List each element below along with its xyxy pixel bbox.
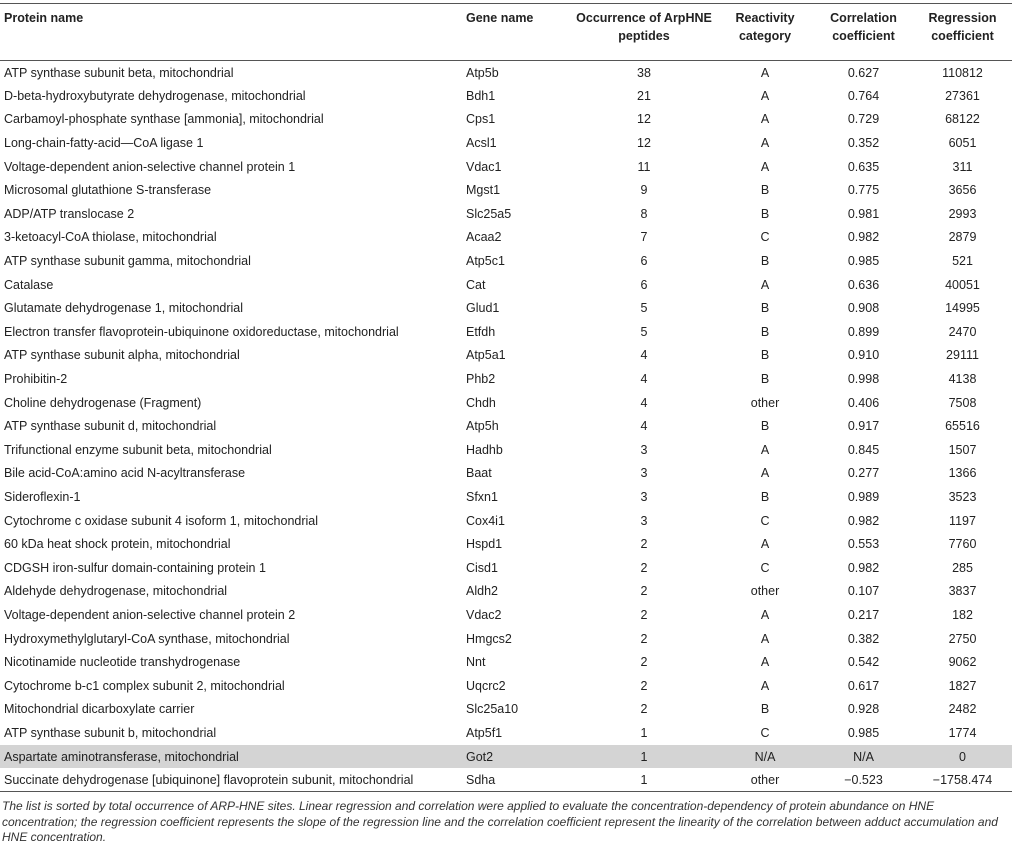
cell-regression: 285 bbox=[952, 560, 973, 575]
cell-gene-name: Glud1 bbox=[466, 301, 500, 316]
table-row bbox=[0, 674, 1012, 698]
cell-protein-name: CDGSH iron-sulfur domain-containing protein 1 bbox=[4, 560, 266, 575]
header-regression: Regression coefficient bbox=[913, 4, 1012, 61]
cell-regression: 27361 bbox=[945, 88, 980, 103]
cell-regression: 14995 bbox=[945, 301, 980, 316]
cell-occurrence: 2 bbox=[640, 584, 648, 599]
cell-protein-name: ADP/ATP translocase 2 bbox=[4, 206, 135, 221]
cell-occurrence: 1 bbox=[640, 725, 648, 740]
cell-regression: 1197 bbox=[949, 513, 976, 528]
cell-protein-name: Mitochondrial dicarboxylate carrier bbox=[4, 702, 195, 717]
cell-correlation: −0.523 bbox=[814, 768, 913, 792]
cell-protein-name: Cytochrome c oxidase subunit 4 isoform 1, mitochondrial bbox=[4, 513, 319, 528]
cell-occurrence: 4 bbox=[640, 395, 648, 410]
table-row bbox=[0, 414, 1012, 438]
cell-reactivity: A bbox=[760, 442, 770, 457]
cell-reactivity: B bbox=[760, 489, 770, 504]
cell-occurrence: 2 bbox=[640, 702, 648, 717]
cell-correlation: N/A bbox=[814, 745, 913, 769]
cell-gene-name: Mgst1 bbox=[466, 183, 501, 198]
cell-protein-name: Aspartate aminotransferase, mitochondrial bbox=[0, 745, 462, 769]
cell-correlation: 0.982 bbox=[847, 230, 880, 245]
cell-regression: 40051 bbox=[945, 277, 980, 292]
cell-occurrence: 3 bbox=[640, 466, 648, 481]
cell-reactivity: B bbox=[760, 372, 770, 387]
cell-protein-name: Cytochrome b-c1 complex subunit 2, mitochondrial bbox=[4, 678, 285, 693]
cell-reactivity: A bbox=[760, 466, 770, 481]
cell-regression: 1827 bbox=[948, 678, 977, 693]
cell-correlation: 0.899 bbox=[847, 324, 880, 339]
cell-gene-name: Phb2 bbox=[466, 372, 496, 387]
cell-reactivity: A bbox=[760, 631, 770, 646]
cell-gene-name: Atp5c1 bbox=[466, 254, 505, 269]
table-row bbox=[0, 84, 1012, 108]
cell-occurrence: 3 bbox=[640, 489, 648, 504]
table-row bbox=[0, 603, 1012, 627]
cell-regression: 311 bbox=[952, 159, 973, 174]
cell-regression: 65516 bbox=[945, 419, 980, 434]
table-row bbox=[0, 485, 1012, 509]
table-body bbox=[0, 61, 1012, 792]
cell-correlation: 0.917 bbox=[847, 419, 880, 434]
cell-reactivity: A bbox=[760, 678, 770, 693]
cell-gene-name: Atp5a1 bbox=[466, 348, 506, 363]
cell-reactivity: A bbox=[760, 136, 770, 151]
cell-occurrence: 5 bbox=[640, 324, 648, 339]
cell-reactivity: C bbox=[760, 560, 770, 575]
table-row bbox=[0, 768, 1012, 792]
cell-occurrence: 4 bbox=[640, 419, 648, 434]
table-row bbox=[0, 296, 1012, 320]
cell-reactivity: A bbox=[760, 607, 770, 622]
cell-occurrence: 2 bbox=[640, 537, 648, 552]
cell-reactivity: B bbox=[760, 206, 770, 221]
cell-reactivity: A bbox=[760, 537, 770, 552]
cell-gene-name: Atp5h bbox=[466, 419, 499, 434]
table-row bbox=[0, 249, 1012, 273]
cell-protein-name: ATP synthase subunit beta, mitochondrial bbox=[4, 65, 234, 80]
cell-occurrence: 2 bbox=[640, 607, 648, 622]
cell-reactivity: other bbox=[716, 768, 814, 792]
cell-protein-name: Prohibitin-2 bbox=[4, 372, 68, 387]
cell-occurrence: 12 bbox=[637, 112, 651, 127]
cell-reactivity: C bbox=[760, 725, 770, 740]
cell-regression: 2470 bbox=[948, 324, 977, 339]
cell-regression: 2482 bbox=[948, 702, 977, 717]
cell-regression: 521 bbox=[952, 254, 973, 269]
cell-protein-name: Long-chain-fatty-acid—CoA ligase 1 bbox=[4, 136, 204, 151]
cell-regression: 9062 bbox=[948, 655, 977, 670]
cell-correlation: 0.928 bbox=[847, 702, 880, 717]
table-row bbox=[0, 178, 1012, 202]
cell-occurrence: 8 bbox=[640, 206, 648, 221]
cell-protein-name: Trifunctional enzyme subunit beta, mitochondrial bbox=[4, 442, 272, 457]
cell-protein-name: ATP synthase subunit b, mitochondrial bbox=[4, 725, 217, 740]
cell-reactivity: B bbox=[760, 301, 770, 316]
cell-reactivity: N/A bbox=[716, 745, 814, 769]
cell-occurrence: 9 bbox=[640, 183, 648, 198]
cell-gene-name: Got2 bbox=[462, 745, 572, 769]
table-row bbox=[0, 627, 1012, 651]
cell-reactivity: other bbox=[750, 584, 780, 599]
cell-correlation: 0.617 bbox=[847, 678, 880, 693]
cell-correlation: 0.406 bbox=[847, 395, 880, 410]
cell-gene-name: Vdac1 bbox=[466, 159, 502, 174]
table-row bbox=[0, 320, 1012, 344]
cell-gene-name: Slc25a10 bbox=[466, 702, 519, 717]
cell-gene-name: Bdh1 bbox=[466, 88, 496, 103]
cell-protein-name: Sideroflexin-1 bbox=[4, 489, 81, 504]
header-reactivity: Reactivity category bbox=[716, 4, 814, 61]
table-row bbox=[0, 438, 1012, 462]
cell-correlation: 0.775 bbox=[847, 183, 880, 198]
cell-protein-name: Electron transfer flavoprotein-ubiquinone oxidoreductase, mitochondrial bbox=[4, 324, 399, 339]
cell-occurrence: 2 bbox=[640, 631, 648, 646]
cell-occurrence: 2 bbox=[640, 678, 648, 693]
cell-regression: −1758.474 bbox=[913, 768, 1012, 792]
table-row bbox=[0, 580, 1012, 604]
cell-gene-name: Cps1 bbox=[466, 112, 496, 127]
table-row bbox=[0, 226, 1012, 250]
cell-occurrence: 1 bbox=[572, 768, 716, 792]
cell-regression: 2750 bbox=[948, 631, 977, 646]
cell-protein-name: Hydroxymethylglutaryl-CoA synthase, mitochondrial bbox=[4, 631, 290, 646]
cell-gene-name: Sdha bbox=[462, 768, 572, 792]
cell-regression: 182 bbox=[952, 607, 973, 622]
cell-reactivity: B bbox=[760, 348, 770, 363]
table-row bbox=[0, 344, 1012, 368]
cell-gene-name: Hmgcs2 bbox=[466, 631, 512, 646]
cell-protein-name: Voltage-dependent anion-selective channel protein 1 bbox=[4, 159, 296, 174]
cell-gene-name: Cox4i1 bbox=[466, 513, 505, 528]
cell-reactivity: B bbox=[760, 183, 770, 198]
cell-occurrence: 3 bbox=[640, 513, 648, 528]
cell-correlation: 0.982 bbox=[847, 513, 880, 528]
cell-regression: 2879 bbox=[948, 230, 977, 245]
cell-regression: 0 bbox=[913, 745, 1012, 769]
cell-correlation: 0.985 bbox=[847, 725, 880, 740]
cell-protein-name: 60 kDa heat shock protein, mitochondrial bbox=[4, 537, 231, 552]
cell-correlation: 0.998 bbox=[847, 372, 880, 387]
cell-protein-name: D-beta-hydroxybutyrate dehydrogenase, mitochondrial bbox=[4, 88, 306, 103]
cell-protein-name: Aldehyde dehydrogenase, mitochondrial bbox=[4, 584, 228, 599]
cell-protein-name: Carbamoyl-phosphate synthase [ammonia], mitochondrial bbox=[4, 112, 324, 127]
table-row bbox=[0, 202, 1012, 226]
cell-gene-name: Etfdh bbox=[466, 324, 496, 339]
cell-correlation: 0.985 bbox=[847, 254, 880, 269]
cell-reactivity: A bbox=[760, 655, 770, 670]
cell-regression: 3523 bbox=[948, 489, 977, 504]
table-row bbox=[0, 745, 1012, 769]
cell-occurrence: 1 bbox=[572, 745, 716, 769]
cell-reactivity: C bbox=[760, 230, 770, 245]
cell-correlation: 0.982 bbox=[847, 560, 880, 575]
cell-reactivity: B bbox=[760, 254, 770, 269]
cell-occurrence: 6 bbox=[640, 277, 648, 292]
cell-gene-name: Hadhb bbox=[466, 442, 503, 457]
cell-regression: 3656 bbox=[948, 183, 977, 198]
table-row bbox=[0, 532, 1012, 556]
cell-gene-name: Uqcrc2 bbox=[466, 678, 506, 693]
cell-reactivity: B bbox=[760, 702, 770, 717]
header-gene-name: Gene name bbox=[462, 4, 572, 61]
table-row bbox=[0, 108, 1012, 132]
table-row bbox=[0, 391, 1012, 415]
cell-regression: 4138 bbox=[948, 372, 977, 387]
cell-regression: 2993 bbox=[948, 206, 977, 221]
cell-correlation: 0.542 bbox=[847, 655, 880, 670]
cell-gene-name: Hspd1 bbox=[466, 537, 503, 552]
cell-protein-name: Choline dehydrogenase (Fragment) bbox=[4, 395, 202, 410]
cell-reactivity: A bbox=[760, 65, 770, 80]
cell-protein-name: Voltage-dependent anion-selective channel protein 2 bbox=[4, 607, 296, 622]
cell-regression: 6051 bbox=[948, 136, 977, 151]
cell-occurrence: 21 bbox=[637, 88, 651, 103]
cell-regression: 68122 bbox=[945, 112, 980, 127]
cell-protein-name: ATP synthase subunit d, mitochondrial bbox=[4, 419, 217, 434]
cell-occurrence: 3 bbox=[640, 442, 648, 457]
cell-correlation: 0.217 bbox=[847, 607, 880, 622]
cell-occurrence: 11 bbox=[637, 159, 651, 174]
table-row bbox=[0, 273, 1012, 297]
cell-regression: 1366 bbox=[948, 466, 977, 481]
cell-reactivity: A bbox=[760, 159, 770, 174]
table-footnote: The list is sorted by total occurrence of ARP-HNE sites. Linear regression and correlation were applied to evaluate the concentration-dependency of protein abundance on HNE concentration; the regression coefficient represents the slope of the regression line and the correlation coefficient represent the linearity of the correlation between adduct accumulation and HNE concentration. bbox=[2, 799, 998, 844]
cell-protein-name: Catalase bbox=[4, 277, 54, 292]
cell-gene-name: Aldh2 bbox=[466, 584, 498, 599]
table-row bbox=[0, 367, 1012, 391]
cell-occurrence: 6 bbox=[640, 254, 648, 269]
cell-gene-name: Vdac2 bbox=[466, 607, 502, 622]
cell-regression: 29111 bbox=[946, 348, 979, 363]
cell-occurrence: 2 bbox=[640, 655, 648, 670]
table-row bbox=[0, 721, 1012, 745]
table-row bbox=[0, 556, 1012, 580]
cell-occurrence: 2 bbox=[640, 560, 648, 575]
cell-protein-name: Nicotinamide nucleotide transhydrogenase bbox=[4, 655, 241, 670]
cell-regression: 1507 bbox=[948, 442, 977, 457]
cell-reactivity: B bbox=[760, 324, 770, 339]
cell-correlation: 0.553 bbox=[847, 537, 880, 552]
cell-regression: 7508 bbox=[948, 395, 977, 410]
cell-occurrence: 5 bbox=[640, 301, 648, 316]
cell-regression: 7760 bbox=[948, 537, 977, 552]
table-header bbox=[0, 4, 1012, 61]
table-row bbox=[0, 61, 1012, 85]
cell-gene-name: Slc25a5 bbox=[466, 206, 512, 221]
cell-gene-name: Acsl1 bbox=[466, 136, 497, 151]
cell-occurrence: 7 bbox=[640, 230, 648, 245]
table-row bbox=[0, 131, 1012, 155]
protein-table bbox=[0, 3, 1012, 792]
cell-protein-name: 3-ketoacyl-CoA thiolase, mitochondrial bbox=[4, 230, 217, 245]
header-protein-name: Protein name bbox=[0, 4, 462, 61]
cell-correlation: 0.107 bbox=[847, 584, 880, 599]
header-occurrence: Occurrence of ArpHNE peptides bbox=[572, 4, 716, 61]
cell-gene-name: Atp5b bbox=[466, 65, 499, 80]
cell-gene-name: Nnt bbox=[466, 655, 486, 670]
table-row bbox=[0, 509, 1012, 533]
cell-reactivity: A bbox=[760, 277, 770, 292]
cell-occurrence: 38 bbox=[637, 65, 651, 80]
cell-occurrence: 4 bbox=[640, 372, 648, 387]
cell-gene-name: Chdh bbox=[466, 395, 496, 410]
cell-correlation: 0.989 bbox=[847, 489, 880, 504]
cell-protein-name: Succinate dehydrogenase [ubiquinone] flavoprotein subunit, mitochondrial bbox=[0, 768, 462, 792]
cell-protein-name: ATP synthase subunit alpha, mitochondrial bbox=[4, 348, 240, 363]
cell-protein-name: Microsomal glutathione S-transferase bbox=[4, 183, 212, 198]
cell-occurrence: 4 bbox=[640, 348, 648, 363]
cell-correlation: 0.636 bbox=[847, 277, 880, 292]
cell-regression: 1774 bbox=[948, 725, 977, 740]
cell-gene-name: Cisd1 bbox=[466, 560, 498, 575]
table-row bbox=[0, 462, 1012, 486]
cell-correlation: 0.764 bbox=[847, 88, 880, 103]
cell-gene-name: Sfxn1 bbox=[466, 489, 498, 504]
cell-gene-name: Atp5f1 bbox=[466, 725, 503, 740]
cell-correlation: 0.908 bbox=[847, 301, 880, 316]
cell-reactivity: B bbox=[760, 419, 770, 434]
cell-regression: 3837 bbox=[948, 584, 977, 599]
table-row bbox=[0, 698, 1012, 722]
cell-gene-name: Baat bbox=[466, 466, 492, 481]
cell-regression: 110812 bbox=[942, 65, 983, 80]
cell-correlation: 0.910 bbox=[847, 348, 880, 363]
cell-occurrence: 12 bbox=[637, 136, 651, 151]
table-row bbox=[0, 650, 1012, 674]
cell-reactivity: C bbox=[760, 513, 770, 528]
header-correlation: Correlation coefficient bbox=[814, 4, 913, 61]
cell-correlation: 0.627 bbox=[847, 65, 880, 80]
table-row bbox=[0, 155, 1012, 179]
cell-correlation: 0.382 bbox=[847, 631, 880, 646]
cell-reactivity: A bbox=[760, 88, 770, 103]
cell-gene-name: Acaa2 bbox=[466, 230, 502, 245]
cell-protein-name: Glutamate dehydrogenase 1, mitochondrial bbox=[4, 301, 244, 316]
cell-gene-name: Cat bbox=[466, 277, 486, 292]
cell-correlation: 0.635 bbox=[847, 159, 880, 174]
cell-correlation: 0.845 bbox=[847, 442, 880, 457]
cell-reactivity: other bbox=[750, 395, 780, 410]
cell-correlation: 0.729 bbox=[847, 112, 880, 127]
cell-reactivity: A bbox=[760, 112, 770, 127]
cell-correlation: 0.277 bbox=[847, 466, 880, 481]
cell-protein-name: Bile acid-CoA:amino acid N-acyltransferase bbox=[4, 466, 246, 481]
cell-correlation: 0.352 bbox=[847, 136, 880, 151]
cell-protein-name: ATP synthase subunit gamma, mitochondrial bbox=[4, 254, 251, 269]
cell-correlation: 0.981 bbox=[847, 206, 880, 221]
